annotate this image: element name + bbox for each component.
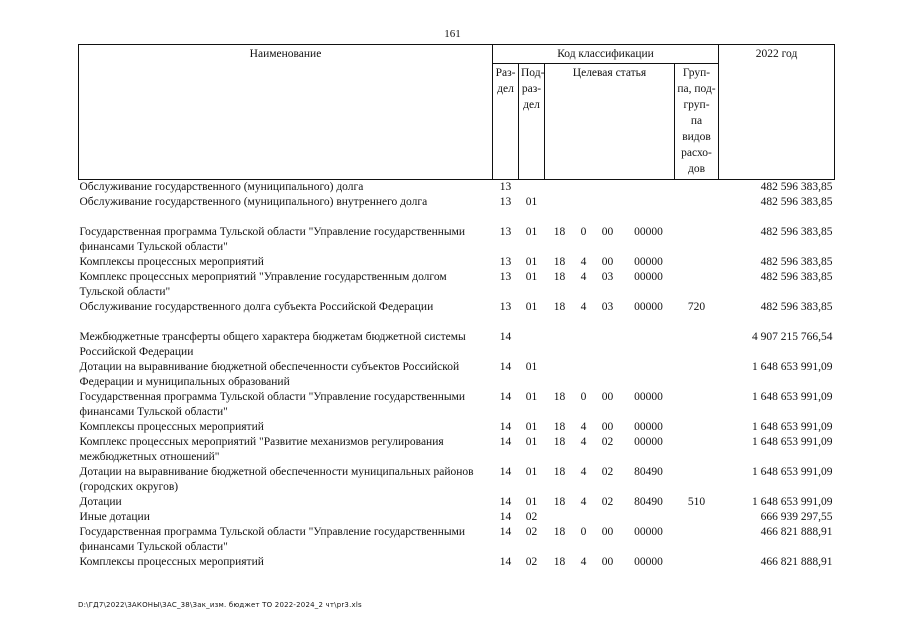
row-expense-group (675, 390, 719, 420)
table-row (79, 390, 835, 420)
row-target-program: 18 (553, 556, 566, 568)
row-podrazdel: 01 (525, 271, 538, 283)
row-target-event: 03 (601, 301, 614, 313)
row-expense-group (675, 555, 719, 570)
row-podrazdel: 01 (525, 256, 538, 268)
row-target-program: 18 (553, 271, 566, 283)
table-row (79, 180, 835, 196)
row-target-subprogram (575, 330, 593, 360)
row-target-direction: 00000 (634, 226, 663, 238)
row-expense-group (675, 465, 719, 495)
row-expense-group (675, 255, 719, 270)
row-expense-group (675, 180, 719, 196)
header-year: 2022 год (719, 45, 835, 180)
row-podrazdel: 01 (525, 466, 538, 478)
row-amount: 466 821 888,91 (760, 556, 833, 568)
row-amount: 1 648 653 991,09 (752, 391, 833, 403)
spacer-row (79, 210, 835, 225)
row-target-subprogram (575, 360, 593, 390)
row-name: Дотации (79, 496, 122, 508)
row-podrazdel (519, 180, 545, 196)
row-target-program: 18 (553, 226, 566, 238)
row-expense-group (675, 510, 719, 525)
row-target-event: 00 (601, 256, 614, 268)
table-row (79, 495, 835, 510)
row-razdel: 14 (499, 391, 512, 403)
row-target-event: 02 (601, 436, 614, 448)
row-target-direction: 80490 (634, 496, 663, 508)
row-name: Иные дотации (79, 511, 150, 523)
row-name: Межбюджетные трансферты общего характера бюджетам бюджетной системы Российской Федерации (79, 331, 466, 358)
row-target-program (545, 510, 575, 525)
row-expense-group: 720 (687, 301, 706, 313)
row-amount: 666 939 297,55 (760, 511, 833, 523)
row-target-subprogram: 0 (580, 391, 587, 403)
row-name: Обслуживание государственного (муниципального) долга (79, 181, 364, 193)
row-target-direction: 00000 (634, 421, 663, 433)
row-target-program: 18 (553, 421, 566, 433)
row-podrazdel: 01 (525, 226, 538, 238)
row-expense-group (675, 270, 719, 300)
row-target-event (593, 360, 623, 390)
header-name: Наименование (79, 45, 493, 180)
header-razdel: Раз- дел (493, 64, 519, 180)
row-target-subprogram: 4 (580, 556, 587, 568)
row-expense-group (675, 360, 719, 390)
row-podrazdel: 01 (525, 301, 538, 313)
row-expense-group (675, 420, 719, 435)
table-row (79, 300, 835, 315)
row-expense-group (675, 195, 719, 210)
row-target-subprogram (575, 195, 593, 210)
row-target-program: 18 (553, 496, 566, 508)
row-target-direction (623, 195, 675, 210)
table-row (79, 360, 835, 390)
row-razdel: 14 (499, 361, 512, 373)
row-name: Обслуживание государственного (муниципального) внутреннего долга (79, 196, 428, 208)
row-expense-group (675, 435, 719, 465)
row-name: Комплексы процессных мероприятий (79, 256, 264, 268)
row-target-program (545, 195, 575, 210)
row-target-event: 00 (601, 556, 614, 568)
row-name: Государственная программа Тульской области "Управление государственными финансами Тульской области" (79, 226, 466, 253)
row-amount: 1 648 653 991,09 (752, 466, 833, 478)
row-target-event: 03 (601, 271, 614, 283)
row-podrazdel: 01 (525, 496, 538, 508)
row-razdel: 13 (499, 256, 512, 268)
row-podrazdel: 01 (525, 196, 538, 208)
row-podrazdel: 02 (525, 556, 538, 568)
row-target-subprogram: 0 (580, 226, 587, 238)
table-row (79, 225, 835, 255)
row-target-program: 18 (553, 526, 566, 538)
row-razdel: 14 (499, 421, 512, 433)
row-razdel: 14 (499, 556, 512, 568)
header-code-group: Код классификации (493, 45, 719, 64)
row-razdel: 13 (499, 301, 512, 313)
row-expense-group (675, 330, 719, 360)
table-row (79, 525, 835, 555)
table-row (79, 270, 835, 300)
row-target-event: 02 (601, 496, 614, 508)
row-target-subprogram (575, 510, 593, 525)
table-row (79, 255, 835, 270)
row-target-program: 18 (553, 436, 566, 448)
row-name: Дотации на выравнивание бюджетной обеспеченности субъектов Российской Федерации и муниципальных образований (79, 361, 460, 388)
row-podrazdel: 01 (525, 361, 538, 373)
row-target-event: 00 (601, 421, 614, 433)
row-target-event: 00 (601, 391, 614, 403)
spacer-cell (79, 315, 835, 330)
header-group: Груп- па, под- груп- па видов расхо- дов (675, 64, 719, 180)
row-razdel: 14 (499, 526, 512, 538)
row-target-event (593, 195, 623, 210)
table-row (79, 465, 835, 495)
row-expense-group: 510 (687, 496, 706, 508)
row-razdel: 14 (499, 511, 512, 523)
row-amount: 1 648 653 991,09 (752, 436, 833, 448)
row-razdel: 14 (499, 466, 512, 478)
row-target-event: 00 (601, 226, 614, 238)
row-target-subprogram (575, 180, 593, 196)
row-target-program: 18 (553, 256, 566, 268)
row-amount: 1 648 653 991,09 (752, 496, 833, 508)
row-target-direction: 00000 (634, 301, 663, 313)
row-target-direction (623, 510, 675, 525)
row-podrazdel: 02 (525, 511, 538, 523)
row-podrazdel: 01 (525, 421, 538, 433)
row-target-direction: 00000 (634, 271, 663, 283)
row-target-program: 18 (553, 301, 566, 313)
row-target-direction: 00000 (634, 556, 663, 568)
row-razdel: 13 (499, 196, 512, 208)
row-name: Обслуживание государственного долга субъекта Российской Федерации (79, 301, 434, 313)
row-target-program (545, 180, 575, 196)
row-amount: 482 596 383,85 (760, 181, 833, 193)
row-amount: 482 596 383,85 (760, 256, 833, 268)
table-row (79, 510, 835, 525)
row-razdel: 14 (499, 331, 512, 343)
spacer-row (79, 315, 835, 330)
row-amount: 1 648 653 991,09 (752, 421, 833, 433)
row-target-direction: 00000 (634, 256, 663, 268)
row-target-subprogram: 4 (580, 436, 587, 448)
row-target-subprogram: 4 (580, 466, 587, 478)
row-target-event (593, 330, 623, 360)
row-target-direction (623, 180, 675, 196)
row-target-program: 18 (553, 391, 566, 403)
row-amount: 1 648 653 991,09 (752, 361, 833, 373)
row-target-subprogram: 4 (580, 301, 587, 313)
row-target-subprogram: 0 (580, 526, 587, 538)
row-target-event: 02 (601, 466, 614, 478)
page-number: 161 (444, 28, 461, 40)
row-amount: 466 821 888,91 (760, 526, 833, 538)
row-podrazdel: 01 (525, 391, 538, 403)
row-expense-group (675, 525, 719, 555)
row-target-direction (623, 360, 675, 390)
table-row (79, 555, 835, 570)
row-name: Комплексы процессных мероприятий (79, 421, 264, 433)
row-name: Комплекс процессных мероприятий "Развитие механизмов регулирования межбюджетных отношений" (79, 436, 444, 463)
row-razdel: 14 (499, 496, 512, 508)
row-razdel: 13 (499, 181, 512, 193)
row-podrazdel (519, 330, 545, 360)
row-razdel: 13 (499, 226, 512, 238)
row-razdel: 13 (499, 271, 512, 283)
row-target-program (545, 330, 575, 360)
row-name: Государственная программа Тульской области "Управление государственными финансами Тульской области" (79, 526, 466, 553)
table-body (79, 180, 835, 571)
row-target-subprogram: 4 (580, 496, 587, 508)
row-target-program: 18 (553, 466, 566, 478)
row-amount: 482 596 383,85 (760, 196, 833, 208)
row-podrazdel: 02 (525, 526, 538, 538)
row-target-event (593, 180, 623, 196)
row-target-direction (623, 330, 675, 360)
table-row (79, 435, 835, 465)
row-amount: 482 596 383,85 (760, 301, 833, 313)
row-name: Дотации на выравнивание бюджетной обеспеченности муниципальных районов (городских округов) (79, 466, 474, 493)
row-podrazdel: 01 (525, 436, 538, 448)
table-row (79, 420, 835, 435)
row-target-event (593, 510, 623, 525)
table-row (79, 195, 835, 210)
row-razdel: 14 (499, 436, 512, 448)
header-target: Целевая статья (545, 64, 675, 180)
row-target-program (545, 360, 575, 390)
row-expense-group (675, 225, 719, 255)
row-amount: 4 907 215 766,54 (752, 331, 833, 343)
spacer-cell (79, 210, 835, 225)
row-amount: 482 596 383,85 (760, 226, 833, 238)
row-target-direction: 80490 (634, 466, 663, 478)
row-target-subprogram: 4 (580, 256, 587, 268)
budget-table (78, 44, 835, 570)
row-target-subprogram: 4 (580, 421, 587, 433)
row-name: Государственная программа Тульской области "Управление государственными финансами Тульской области" (79, 391, 466, 418)
file-path-footer: D:\ГД7\2022\ЗАКОНЫ\ЗАС_38\Зак_изм. бюджет ТО 2022-2024_2 чт\pr3.xls (78, 601, 362, 609)
table-row (79, 330, 835, 360)
row-target-direction: 00000 (634, 436, 663, 448)
row-target-event: 00 (601, 526, 614, 538)
header-podrazdel: Под- раз- дел (519, 64, 545, 180)
row-name: Комплексы процессных мероприятий (79, 556, 264, 568)
row-amount: 482 596 383,85 (760, 271, 833, 283)
row-target-direction: 00000 (634, 526, 663, 538)
row-name: Комплекс процессных мероприятий "Управление государственным долгом Тульской области" (79, 271, 447, 298)
row-target-direction: 00000 (634, 391, 663, 403)
row-target-subprogram: 4 (580, 271, 587, 283)
